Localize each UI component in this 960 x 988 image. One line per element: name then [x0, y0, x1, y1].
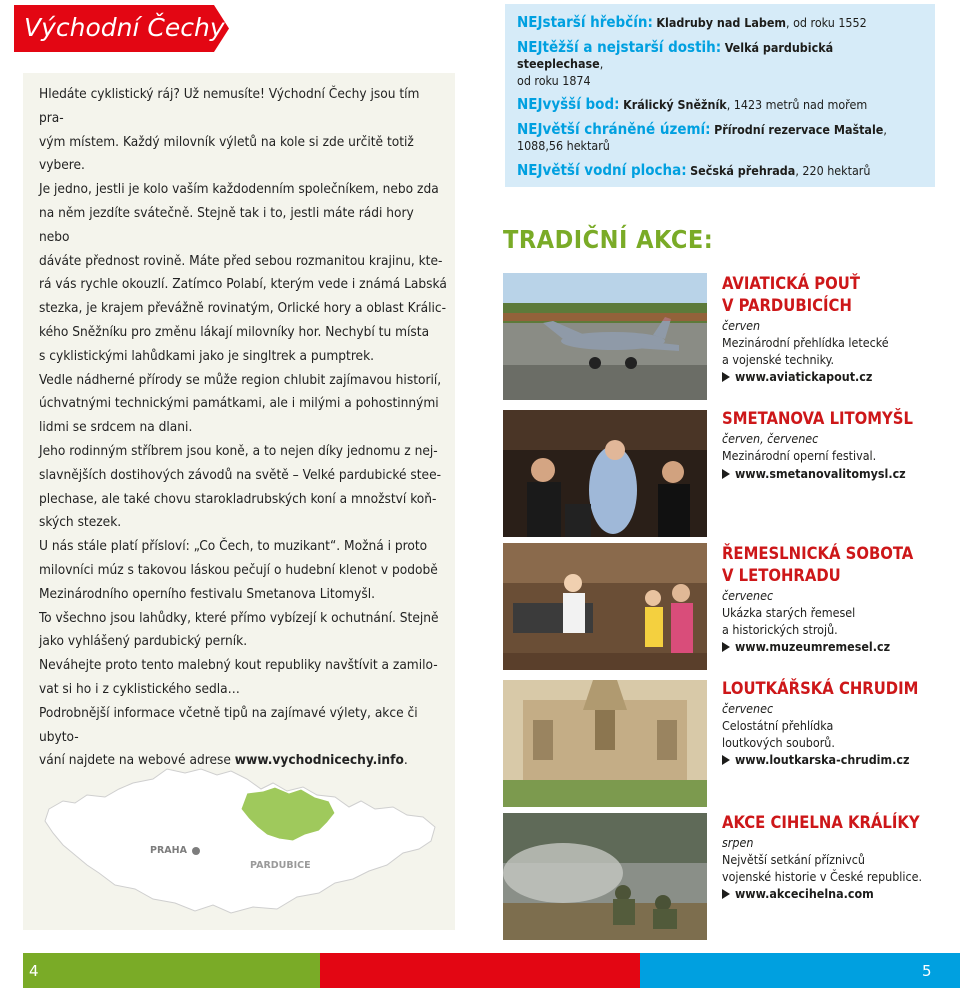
- page-number-right: 5: [922, 962, 932, 980]
- event-title: ŘEMESLNICKÁ SOBOTA: [722, 544, 914, 563]
- intro-line: s cyklistickými lahůdkami jako je singltrek a pumptrek.: [39, 347, 375, 364]
- fact-place: Králický Sněžník: [623, 97, 727, 112]
- website-link[interactable]: www.vychodnicechy.info: [234, 752, 404, 769]
- intro-line: Jeho rodinným stříbrem jsou koně, a to nejen díky jednomu z nej-: [39, 442, 438, 459]
- intro-period: .: [403, 752, 408, 769]
- event-title: SMETANOVA LITOMYŠL: [722, 409, 913, 428]
- map-label-pardubice: PARDUBICE: [250, 860, 311, 871]
- event-smetanova-litomysl: [722, 408, 947, 483]
- intro-line: Vedle nádherné přírody se může region chlubit zajímavou historií,: [39, 371, 442, 388]
- intro-line: To všechno jsou lahůdky, které přímo vybízejí k ochutnání. Stejně: [39, 609, 439, 626]
- intro-line: Podrobnější informace včetně tipů na zajímavé výlety, akce či ubyto-: [39, 704, 418, 745]
- event-date: červen, červenec: [722, 431, 819, 446]
- intro-line: kého Sněžníku pro změnu lákají milovníky hor. Nechybí tu místa: [39, 323, 430, 340]
- intro-line: dáváte přednost rovině. Máte před sebou rozmanitou krajinu, kte-: [39, 252, 443, 269]
- photo-opera: [503, 410, 707, 537]
- czech-map-shape: [35, 761, 445, 921]
- intro-line: rá vás rychle okouzlí. Zatímco Polabí, kterým vede i známá Labská: [39, 276, 447, 293]
- fact-line2: 1088,56 hektarů: [517, 138, 610, 153]
- fact-key: NEJtěžší a nejstarší dostih:: [517, 37, 722, 56]
- event-desc: Mezinárodní přehlídka letecké: [722, 335, 889, 350]
- intro-line: slavnějších dostihových závodů na světě – Velké pardubické stee-: [39, 466, 442, 483]
- footer-green-left: [23, 953, 320, 988]
- intro-line: jako vyhlášený pardubický perník.: [39, 633, 248, 650]
- fact-item: [517, 14, 923, 32]
- page-title: Východní Čechy: [24, 13, 225, 42]
- fact-place: Přírodní rezervace Maštale: [714, 121, 884, 137]
- event-date: červenec: [722, 588, 774, 603]
- arrow-icon: [722, 469, 730, 479]
- intro-line-text: vání najdete na webové adrese: [39, 752, 235, 769]
- arrow-icon: [722, 642, 730, 652]
- photo-airshow: [503, 273, 707, 400]
- czech-map: [35, 761, 445, 921]
- event-title: AVIATICKÁ POUŤ: [722, 274, 860, 293]
- event-link[interactable]: [722, 751, 947, 769]
- fact-item: [517, 96, 923, 114]
- fact-line2: od roku 1874: [517, 72, 591, 88]
- page-number-left: 4: [29, 962, 39, 980]
- fact-key: NEJvětší vodní plocha:: [517, 160, 687, 179]
- event-link-text[interactable]: www.smetanovalitomysl.cz: [735, 465, 906, 481]
- photo-crafts: [503, 543, 707, 670]
- traditional-events-heading: TRADIČNÍ AKCE:: [503, 225, 714, 254]
- intro-line: vým místem. Každý milovník výletů na kole si zde určitě totiž vybere.: [39, 133, 414, 174]
- intro-line: stezka, je krajem převážně rovinatým, Orlické hory a oblast Králic-: [39, 300, 447, 317]
- event-link-text[interactable]: www.muzeumremesel.cz: [735, 639, 891, 654]
- event-desc: Mezinárodní operní festival.: [722, 448, 877, 463]
- event-desc: Ukázka starých řemesel: [722, 605, 856, 620]
- map-label-praha: PRAHA: [150, 845, 187, 856]
- intro-line: Neváhejte proto tento malebný kout republiky navštívit a zamilo-: [39, 657, 438, 674]
- fact-key: NEJstarší hřebčín:: [517, 13, 653, 31]
- photo-military: [503, 813, 707, 940]
- fact-place: Sečská přehrada: [690, 162, 796, 178]
- fact-key: NEJvětší chráněné území:: [517, 119, 711, 138]
- arrow-icon: [722, 889, 730, 899]
- fact-rest: ,: [599, 56, 604, 71]
- intro-line: plechase, ale také chovu starokladrubských koní a množství koň-: [39, 490, 437, 507]
- event-link-text[interactable]: www.akcecihelna.com: [735, 886, 874, 901]
- event-desc-line2: a vojenské techniky.: [722, 351, 834, 367]
- event-date: srpen: [722, 835, 754, 850]
- event-desc-line2: loutkových souborů.: [722, 734, 835, 750]
- pardubice-dot: [263, 849, 271, 857]
- event-loutkarska-chrudim: [722, 678, 947, 769]
- photo-puppets: [503, 680, 707, 807]
- event-link-text[interactable]: www.loutkarska-chrudim.cz: [735, 752, 910, 767]
- fact-item: [517, 162, 923, 180]
- intro-line: vat si ho i z cyklistického sedla…: [39, 680, 240, 697]
- intro-line: úchvatnými technickými památkami, ale i milými a pohostinnými: [39, 395, 439, 412]
- event-desc: Celostátní přehlídka: [722, 718, 834, 733]
- intro-line: lidmi se srdcem na dlani.: [39, 419, 193, 436]
- footer-blue: [640, 953, 960, 988]
- fact-place: Kladruby nad Labem: [656, 15, 787, 30]
- event-akce-cihelna: [722, 812, 947, 903]
- crafts-photo: [503, 543, 707, 670]
- event-title: AKCE CIHELNA KRÁLÍKY: [722, 813, 920, 832]
- event-link[interactable]: [722, 368, 947, 386]
- praha-dot: [192, 847, 200, 855]
- facts-box: [505, 4, 935, 187]
- fact-rest: , 220 hektarů: [795, 162, 871, 178]
- puppets-photo: [503, 680, 707, 807]
- fact-rest: ,: [883, 121, 887, 137]
- intro-line: Je jedno, jestli je kolo vaším každodenním společníkem, nebo zda: [39, 181, 439, 198]
- event-aviaticka-pout: [722, 273, 947, 386]
- opera-photo: [503, 410, 707, 537]
- event-title-line2: V PARDUBICÍCH: [722, 296, 852, 315]
- event-link[interactable]: [722, 885, 947, 903]
- event-date: červen: [722, 318, 761, 333]
- fact-place: Velká pardubická steeplechase: [517, 39, 834, 71]
- arrow-icon: [722, 755, 730, 765]
- event-link[interactable]: [722, 465, 947, 483]
- footer-bar: [23, 953, 960, 988]
- event-title: LOUTKÁŘSKÁ CHRUDIM: [722, 679, 919, 698]
- fact-rest: , 1423 metrů nad mořem: [726, 97, 868, 112]
- event-desc-line2: vojenské historie v České republice.: [722, 868, 923, 884]
- event-link[interactable]: [722, 638, 947, 656]
- intro-line: Hledáte cyklistický ráj? Už nemusíte! Východní Čechy jsou tím pra-: [39, 86, 420, 126]
- intro-line: milovníci múz s takovou láskou pečují o hudební klenot v podobě: [39, 561, 438, 578]
- fact-item: [517, 121, 923, 155]
- event-link-text[interactable]: www.aviatickapout.cz: [735, 369, 873, 384]
- arrow-icon: [722, 372, 730, 382]
- airplane-photo: [503, 273, 707, 400]
- fact-key: NEJvyšší bod:: [517, 95, 620, 113]
- intro-line: Mezinárodního operního festivalu Smetanova Litomyšl.: [39, 585, 375, 602]
- intro-line: ských stezek.: [39, 514, 122, 531]
- footer-red: [320, 953, 640, 988]
- military-photo: [503, 813, 707, 940]
- fact-item: [517, 39, 923, 90]
- intro-panel: [23, 73, 455, 930]
- intro-text: [39, 83, 447, 773]
- intro-line: na něm jezdíte svátečně. Stejně tak i to, jestli máte rádi hory nebo: [39, 204, 414, 245]
- event-date: červenec: [722, 701, 774, 716]
- event-remeslnicka-sobota: [722, 543, 947, 656]
- section-title-tab: [14, 5, 229, 52]
- event-desc-line2: a historických strojů.: [722, 621, 838, 637]
- intro-line: U nás stále platí přísloví: „Co Čech, to muzikant“. Možná i proto: [39, 538, 428, 555]
- fact-rest: , od roku 1552: [786, 15, 867, 30]
- event-title-line2: V LETOHRADU: [722, 566, 841, 585]
- event-desc: Největší setkání příznivců: [722, 852, 865, 867]
